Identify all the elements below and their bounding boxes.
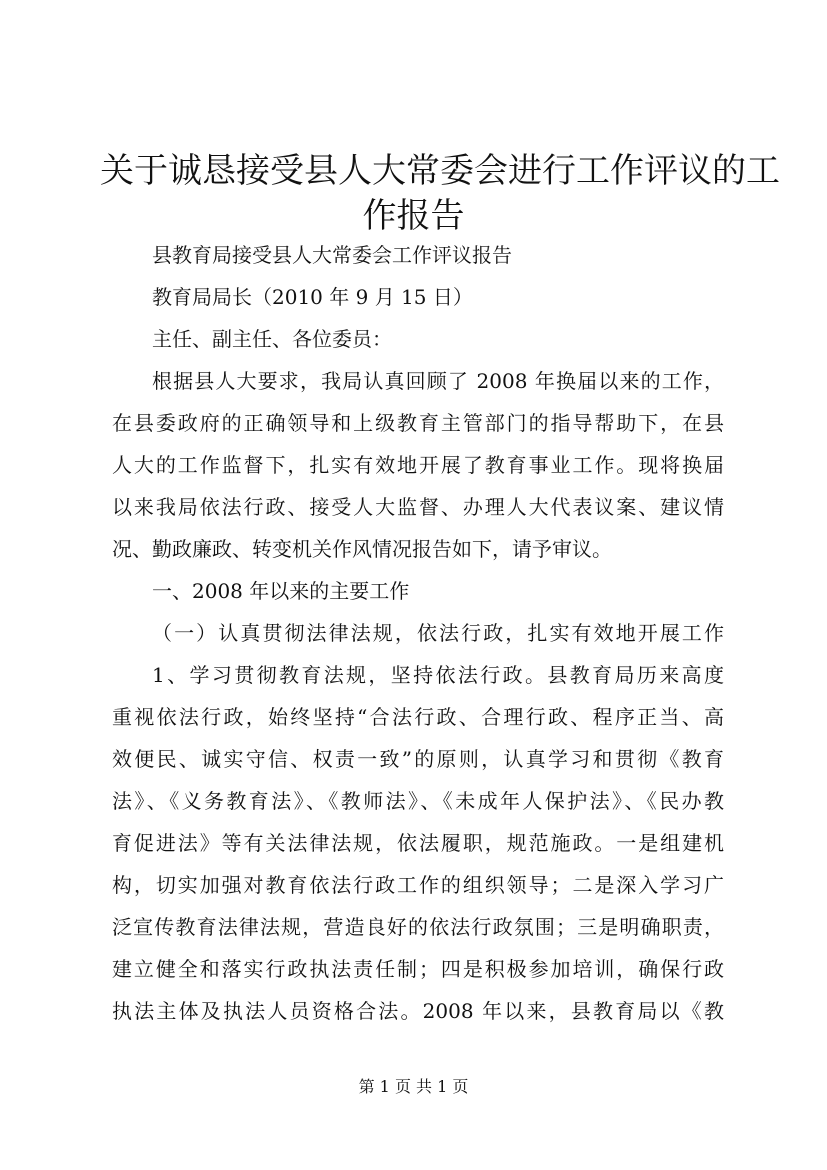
body-line: 况、勤政廉政、转变机关作风情况报告如下，请予审议。 xyxy=(112,537,612,561)
document-title-line-1: 关于诚恳接受县人大常委会进行工作评议的工 xyxy=(100,151,780,191)
subsection-heading: （一）认真贯彻法律法规，依法行政，扎实有效地开展工作 xyxy=(152,621,724,645)
body-line: 重视依法行政，始终坚持“合法行政、合理行政、程序正当、高 xyxy=(112,705,724,729)
section-heading: 一、2008 年以来的主要工作 xyxy=(152,579,410,603)
page-footer: 第 1 页 共 1 页 xyxy=(358,1077,469,1096)
body-line: 法》、《义务教育法》、《教师法》、《未成年人保护法》、《民办教 xyxy=(112,789,724,813)
body-line: 人大的工作监督下，扎实有效地开展了教育事业工作。现将换届 xyxy=(112,453,724,477)
body-line: 教育局局长（2010 年 9 月 15 日） xyxy=(152,285,473,309)
body-line: 泛宣传教育法律法规，营造良好的依法行政氛围；三是明确职责， xyxy=(112,915,724,939)
body-line: 1、学习贯彻教育法规，坚持依法行政。县教育局历来高度 xyxy=(152,663,724,687)
body-line: 构，切实加强对教育依法行政工作的组织领导；二是深入学习广 xyxy=(112,873,724,897)
body-line: 县教育局接受县人大常委会工作评议报告 xyxy=(152,243,512,267)
body-line: 以来我局依法行政、接受人大监督、办理人大代表议案、建议情 xyxy=(112,495,724,519)
body-line: 根据县人大要求，我局认真回顾了 2008 年换届以来的工作， xyxy=(152,369,724,393)
document-title-line-2: 作报告 xyxy=(362,196,465,236)
body-line: 建立健全和落实行政执法责任制；四是积极参加培训，确保行政 xyxy=(112,957,724,981)
body-line: 执法主体及执法人员资格合法。2008 年以来，县教育局以《教 xyxy=(112,999,724,1023)
body-line: 在县委政府的正确领导和上级教育主管部门的指导帮助下，在县 xyxy=(112,411,724,435)
body-line: 育促进法》等有关法律法规，依法履职，规范施政。一是组建机 xyxy=(112,831,724,855)
body-line: 效便民、诚实守信、权责一致”的原则，认真学习和贯彻《教育 xyxy=(112,747,724,771)
body-line: 主任、副主任、各位委员： xyxy=(152,327,392,351)
